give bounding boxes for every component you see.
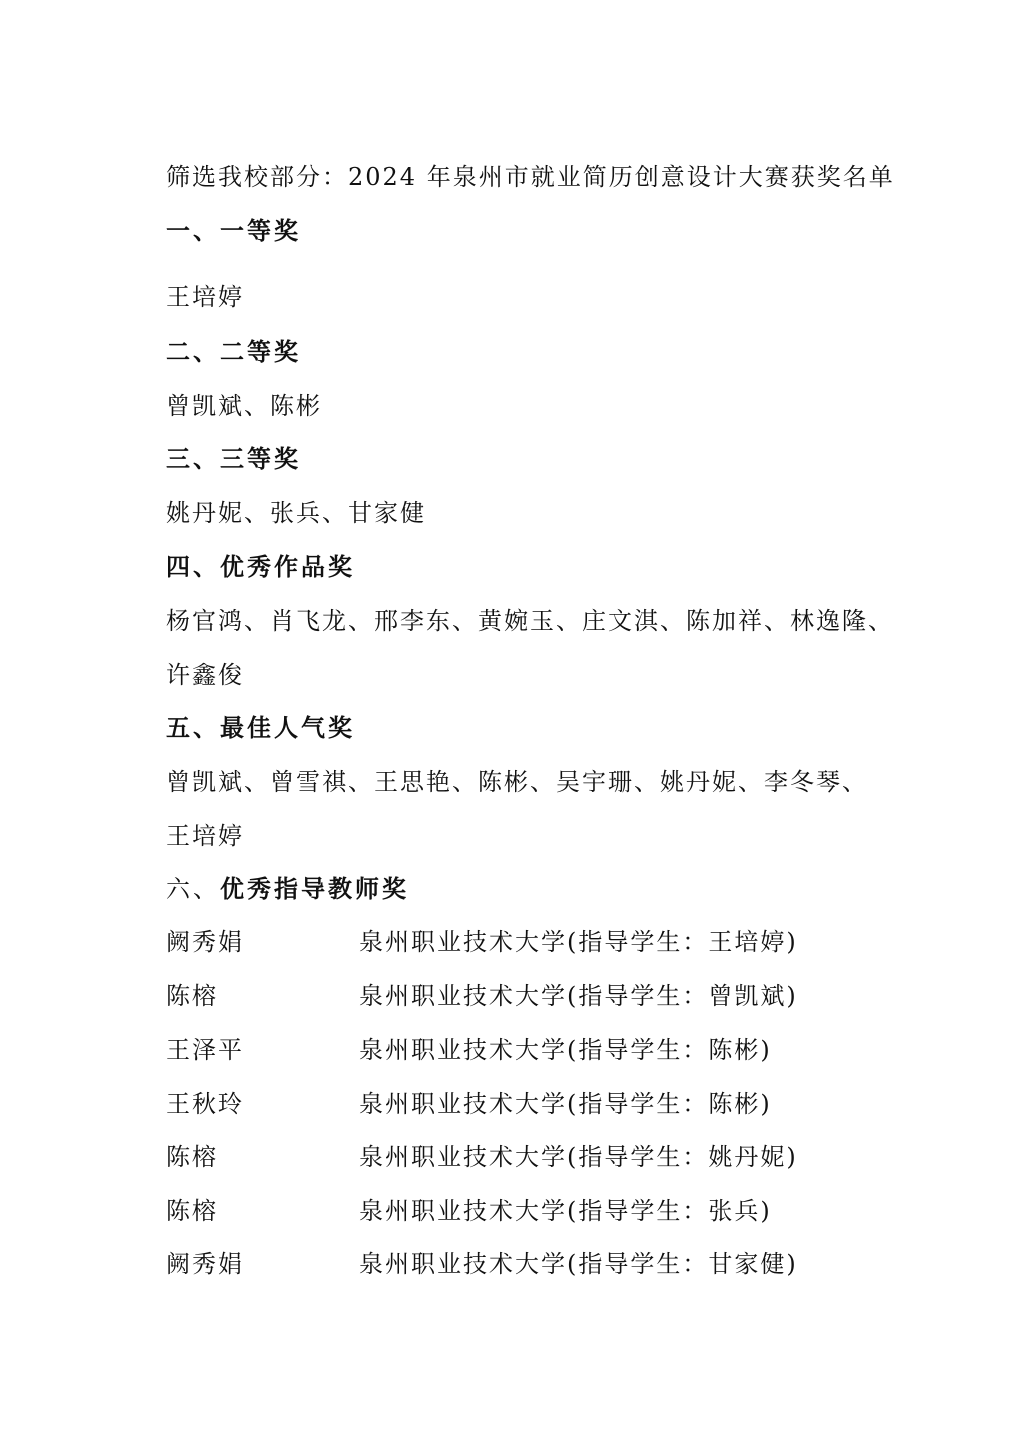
- teacher-detail: 泉州职业技术大学(指导学生：甘家健): [359, 1250, 798, 1278]
- popularity-names-line-2: 王培婷: [166, 822, 244, 850]
- teacher-award-prefix: 六、: [166, 875, 220, 903]
- teacher-detail: 泉州职业技术大学(指导学生：姚丹妮): [359, 1143, 798, 1171]
- popularity-names-line-1: 曾凯斌、曾雪祺、王思艳、陈彬、吴宇珊、姚丹妮、李冬琴、: [166, 768, 868, 796]
- teacher-name: 阙秀娟: [166, 928, 244, 956]
- section-heading-excellent-work: 四、优秀作品奖: [166, 553, 355, 581]
- section-heading-teacher-award: [166, 873, 409, 905]
- excellent-work-names-line-2: 许鑫俊: [166, 661, 244, 689]
- section-heading-second-prize: 二、二等奖: [166, 338, 301, 366]
- teacher-detail: 泉州职业技术大学(指导学生：曾凯斌): [359, 982, 798, 1010]
- teacher-award-title: 优秀指导教师奖: [220, 875, 409, 903]
- teacher-detail: 泉州职业技术大学(指导学生：王培婷): [359, 928, 798, 956]
- teacher-name: 陈榕: [166, 982, 218, 1010]
- teacher-detail: 泉州职业技术大学(指导学生：张兵): [359, 1197, 772, 1225]
- teacher-detail: 泉州职业技术大学(指导学生：陈彬): [359, 1090, 772, 1118]
- section-heading-popularity: 五、最佳人气奖: [166, 714, 355, 742]
- excellent-work-names-line-1: 杨官鸿、肖飞龙、邢李东、黄婉玉、庄文淇、陈加祥、林逸隆、: [166, 607, 894, 635]
- teacher-name: 王秋玲: [166, 1090, 244, 1118]
- teacher-name: 陈榕: [166, 1143, 218, 1171]
- third-prize-names: 姚丹妮、张兵、甘家健: [166, 499, 426, 527]
- section-heading-first-prize: 一、一等奖: [166, 217, 301, 245]
- teacher-name: 陈榕: [166, 1197, 218, 1225]
- section-heading-third-prize: 三、三等奖: [166, 445, 301, 473]
- first-prize-names: 王培婷: [166, 283, 244, 311]
- second-prize-names: 曾凯斌、陈彬: [166, 392, 322, 420]
- teacher-detail: 泉州职业技术大学(指导学生：陈彬): [359, 1036, 772, 1064]
- document-title: 筛选我校部分：2024 年泉州市就业简历创意设计大赛获奖名单: [166, 163, 895, 191]
- teacher-name: 王泽平: [166, 1036, 244, 1064]
- teacher-name: 阙秀娟: [166, 1250, 244, 1278]
